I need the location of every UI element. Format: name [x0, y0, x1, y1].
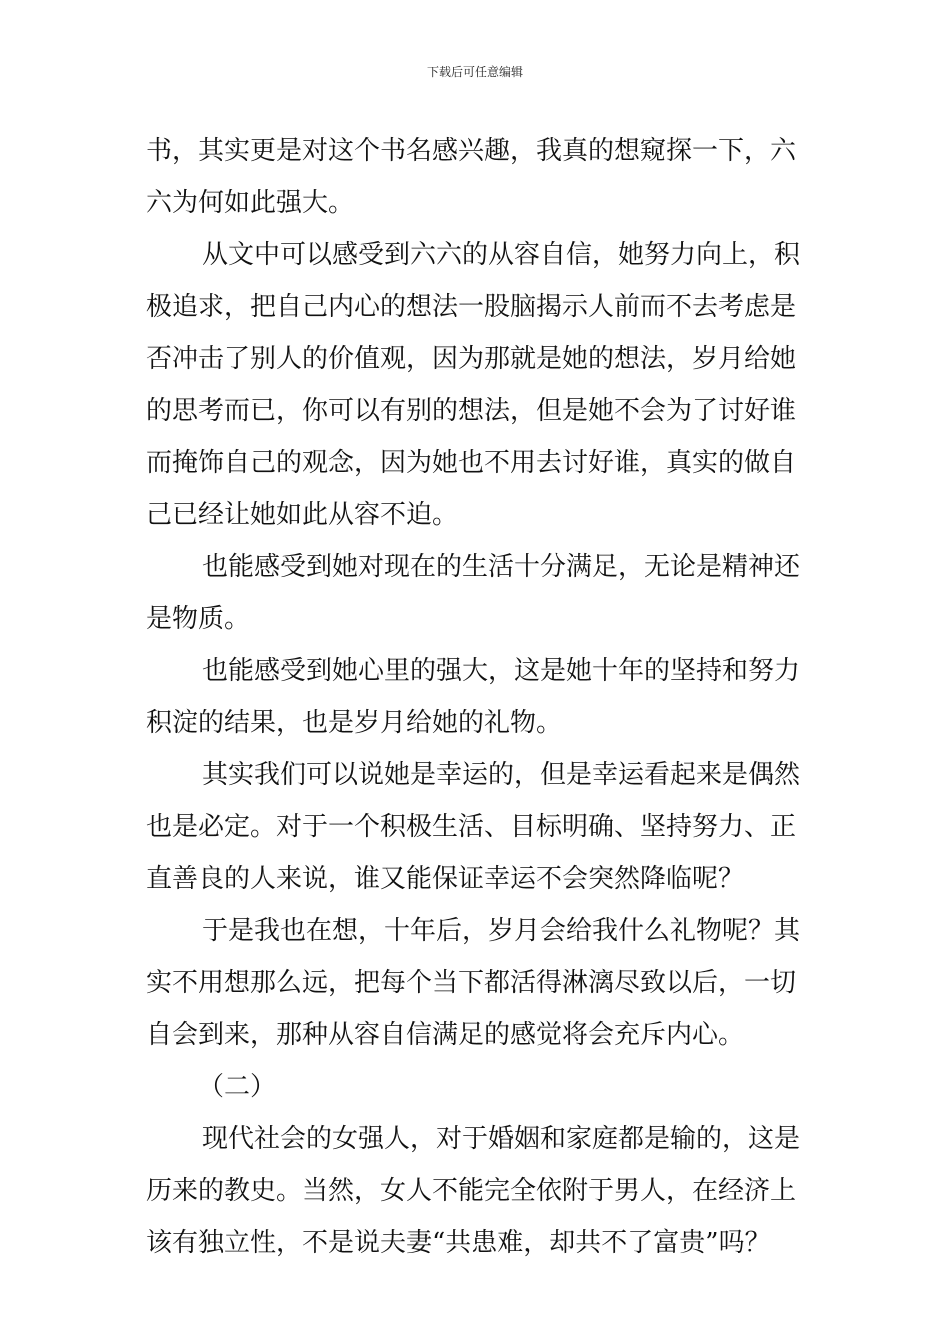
- section-heading: （二）: [198, 1072, 277, 1102]
- page-header: 下载后可任意编辑: [426, 65, 523, 79]
- paragraph-start-line: 其实我们可以说她是幸运的，但是幸运看起来是偶然: [202, 760, 801, 790]
- text-line: 该有独立性，不是说夫妻“共患难，却共不了富贵”吗？: [146, 1228, 771, 1258]
- text-line: 实不用想那么远，把每个当下都活得淋漓尽致以后，一切: [146, 968, 797, 998]
- text-line: 否冲击了别人的价值观，因为那就是她的想法，岁月给她: [146, 344, 797, 374]
- paragraph-start-line: 于是我也在想，十年后，岁月会给我什么礼物呢？其: [202, 916, 801, 946]
- text-line: 书，其实更是对这个书名感兴趣，我真的想窥探一下，六: [146, 136, 797, 166]
- text-line: 极追求，把自己内心的想法一股脑揭示人前而不去考虑是: [146, 292, 797, 322]
- text-line: 自会到来，那种从容自信满足的感觉将会充斥内心。: [146, 1020, 745, 1050]
- document-body: [146, 125, 809, 1269]
- paragraph-start-line: 也能感受到她心里的强大，这是她十年的坚持和努力: [202, 656, 801, 686]
- text-line: 直善良的人来说，谁又能保证幸运不会突然降临呢？: [146, 864, 745, 894]
- paragraph-start-line: 也能感受到她对现在的生活十分满足，无论是精神还: [202, 552, 801, 582]
- text-line: 积淀的结果，也是岁月给她的礼物。: [146, 708, 563, 738]
- text-line: 也是必定。对于一个积极生活、目标明确、坚持努力、正: [146, 812, 797, 842]
- paragraph-start-line: 从文中可以感受到六六的从容自信，她努力向上，积: [202, 240, 801, 270]
- text-line: 己已经让她如此从容不迫。: [146, 500, 459, 530]
- text-line: 而掩饰自己的观念，因为她也不用去讨好谁，真实的做自: [146, 448, 797, 478]
- paragraph-start-line: 现代社会的女强人，对于婚姻和家庭都是输的，这是: [202, 1124, 801, 1154]
- text-line: 是物质。: [146, 604, 251, 634]
- text-line: 的思考而已，你可以有别的想法，但是她不会为了讨好谁: [146, 396, 797, 426]
- text-line: 六为何如此强大。: [146, 188, 355, 218]
- text-line: 历来的教史。当然，女人不能完全依附于男人，在经济上: [146, 1176, 797, 1206]
